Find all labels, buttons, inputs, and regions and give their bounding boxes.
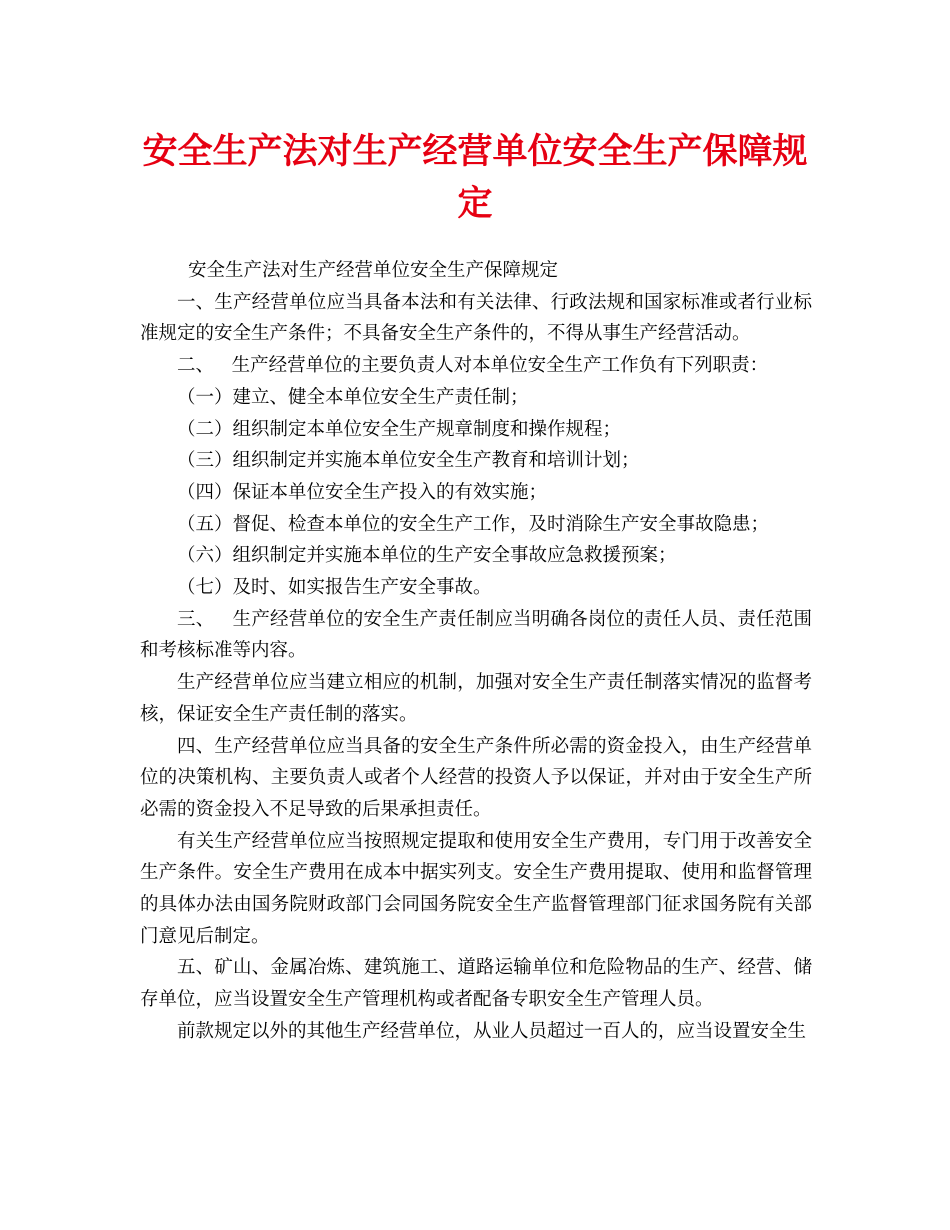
paragraph-article-4-fees: 有关生产经营单位应当按照规定提取和使用安全生产费用，专门用于改善安全生产条件。安全生产费用在成本中据实列支。安全生产费用提取、使用和监督管理的具体办法由国务院财政部门会同国务院安全生产监督管理部门征求国务院有关部门意见后制定。 — [140, 830, 812, 947]
list-item-duty-3: （三）组织制定并实施本单位安全生产教育和培训计划； — [177, 450, 640, 472]
document-body — [140, 255, 812, 1048]
list-item-duty-2: （二）组织制定本单位安全生产规章制度和操作规程； — [177, 418, 622, 440]
paragraph-article-2: 二、 生产经营单位的主要负责人对本单位安全生产工作负有下列职责： — [177, 355, 769, 377]
paragraph-article-3-supervision: 生产经营单位应当建立相应的机制，加强对安全生产责任制落实情况的监督考核，保证安全生产责任制的落实。 — [140, 672, 812, 725]
paragraph-article-3: 三、 生产经营单位的安全生产责任制应当明确各岗位的责任人员、责任范围和考核标准等内容。 — [140, 608, 812, 662]
paragraph-article-4: 四、生产经营单位应当具备的安全生产条件所必需的资金投入，由生产经营单位的决策机构、主要负责人或者个人经营的投资人予以保证，并对由于安全生产所必需的资金投入不足导致的后果承担责任。 — [140, 735, 812, 820]
list-item-duty-1: （一）建立、健全本单位安全生产责任制； — [177, 386, 529, 408]
paragraph-article-5-other-units: 前款规定以外的其他生产经营单位，从业人员超过一百人的，应当设置安全生 — [177, 1020, 807, 1042]
paragraph-article-5: 五、矿山、金属冶炼、建筑施工、道路运输单位和危险物品的生产、经营、储存单位，应当设置安全生产管理机构或者配备专职安全生产管理人员。 — [140, 957, 812, 1011]
list-item-duty-7: （七）及时、如实报告生产安全事故。 — [177, 577, 492, 599]
paragraph-article-1: 一、生产经营单位应当具备本法和有关法律、行政法规和国家标准或者行业标准规定的安全生产条件；不具备安全生产条件的，不得从事生产经营活动。 — [140, 291, 812, 345]
document-subtitle-paragraph: 安全生产法对生产经营单位安全生产保障规定 — [188, 260, 559, 281]
list-item-duty-6: （六）组织制定并实施本单位的生产安全事故应急救援预案； — [177, 545, 677, 567]
list-item-duty-5: （五）督促、检查本单位的安全生产工作，及时消除生产安全事故隐患； — [177, 513, 770, 535]
list-item-duty-4: （四）保证本单位安全生产投入的有效实施； — [177, 481, 548, 503]
document-title: 安全生产法对生产经营单位安全生产保障规定 — [142, 131, 808, 224]
